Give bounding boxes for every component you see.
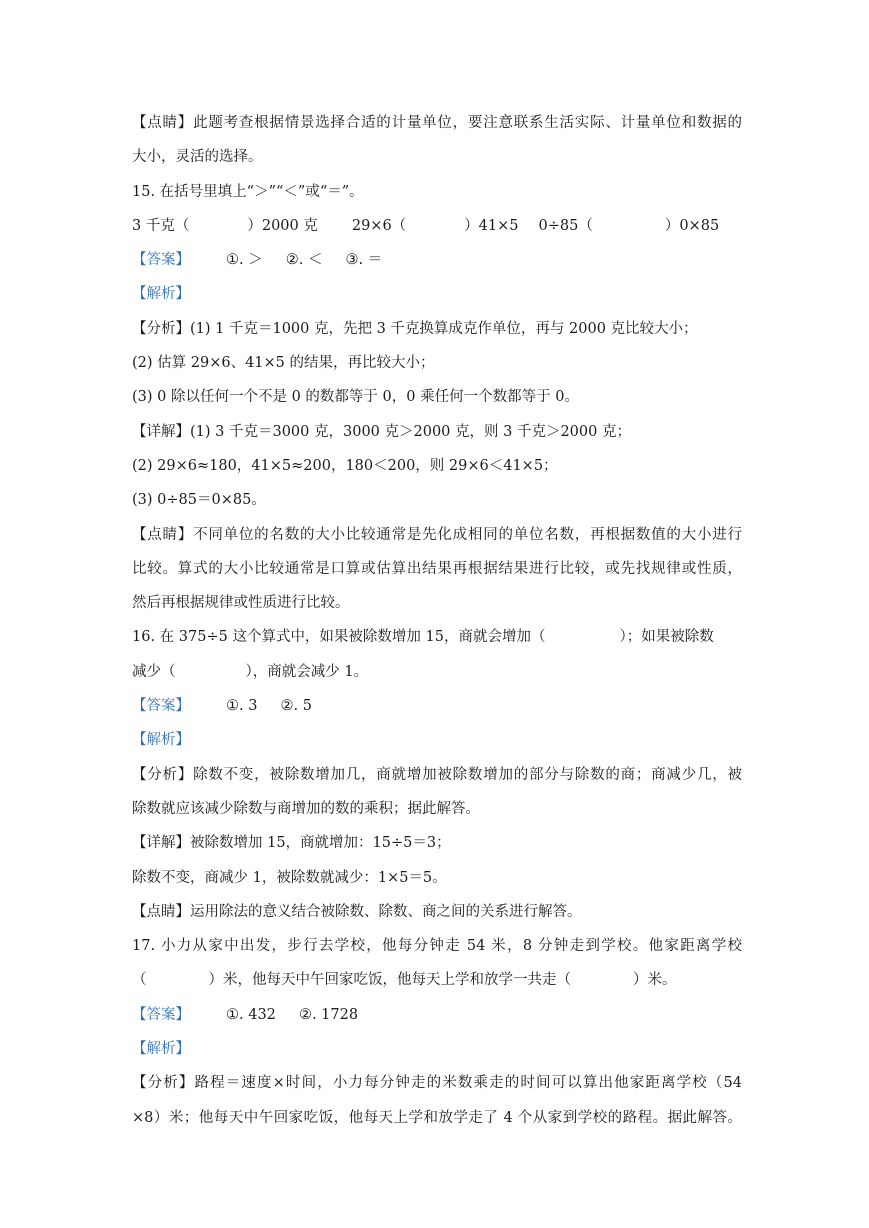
question-17-line-1: 17. 小力从家中出发，步行去学校，他每分钟走 54 米，8 分钟走到学校。他家距离学校 xyxy=(132,938,742,955)
blank-prefix: （ xyxy=(132,972,147,989)
answer-line xyxy=(132,998,742,1032)
question-16-line-2 xyxy=(132,655,742,689)
paragraph-line: 【详解】(1) 3 千克＝3000 克，3000 克＞2000 克，则 3 千克＞2000 克； xyxy=(132,423,631,440)
paragraph-line: 大小，灵活的选择。 xyxy=(132,149,263,166)
paragraph-line: 除数就应该减少除数与商增加的数的乘积；据此解答。 xyxy=(132,800,480,817)
blank-prefix: 减少（ xyxy=(132,663,176,680)
blank-prefix: 29×6（ xyxy=(351,217,407,234)
document-page xyxy=(132,106,742,1135)
answer-tag: 【答案】 xyxy=(132,252,190,269)
paragraph-line: 比较。算式的大小比较通常是口算或估算出结果再根据结果进行比较，或先找规律或性质， xyxy=(132,560,742,577)
answer-text: ①. 3 ②. 5 xyxy=(226,698,312,715)
question-15-blanks xyxy=(132,209,742,243)
paragraph-line: 除数不变，商减少 1，被除数就减少：1×5＝5。 xyxy=(132,869,447,886)
answer-line xyxy=(132,689,742,723)
blank-prefix: 0÷85（ xyxy=(538,217,593,234)
question-15-title: 15. 在括号里填上“＞”“＜”或“＝”。 xyxy=(132,183,364,200)
question-16-line-1 xyxy=(132,620,742,654)
blank-suffix: ）0×85 xyxy=(664,217,720,234)
analysis-tag: 【解析】 xyxy=(132,1041,190,1058)
paragraph-line: 【分析】除数不变，被除数增加几，商就增加被除数增加的部分与除数的商；商减少几，被 xyxy=(132,766,742,783)
paragraph-line: (2) 29×6≈180，41×5≈200，180＜200，则 29×6＜41×5； xyxy=(132,457,558,474)
blank-suffix: ）2000 克 xyxy=(247,217,318,234)
paragraph-line: 【分析】路程＝速度×时间，小力每分钟走的米数乘走的时间可以算出他家距离学校（54 xyxy=(132,1075,742,1092)
paragraph-line: 【点睛】不同单位的名数的大小比较通常是先化成相同的单位名数，再根据数值的大小进行 xyxy=(132,526,742,543)
blank-middle: ）米，他每天中午回家吃饭，他每天上学和放学一共走（ xyxy=(208,972,571,989)
paragraph-line: (3) 0 除以任何一个不是 0 的数都等于 0，0 乘任何一个数都等于 0。 xyxy=(132,389,579,406)
answer-text: ①. ＞ ②. ＜ ③. ＝ xyxy=(226,252,383,269)
paragraph-line: 【分析】(1) 1 千克＝1000 克，先把 3 千克换算成克作单位，再与 2000 克比较大小； xyxy=(132,320,698,337)
paragraph-line: ×8）米；他每天中午回家吃饭，他每天上学和放学走了 4 个从家到学校的路程。据此解答。 xyxy=(132,1109,742,1126)
paragraph-line: (2) 估算 29×6、41×5 的结果，再比较大小； xyxy=(132,355,435,372)
blank-suffix: ）41×5 xyxy=(464,217,519,234)
answer-line xyxy=(132,243,742,277)
question-17-line-2 xyxy=(132,963,742,997)
paragraph-line: 【点睛】运用除法的意义结合被除数、除数、商之间的关系进行解答。 xyxy=(132,903,582,920)
answer-text: ①. 432 ②. 1728 xyxy=(226,1006,359,1023)
analysis-tag: 【解析】 xyxy=(132,286,190,303)
answer-tag: 【答案】 xyxy=(132,1006,190,1023)
blank-suffix: ）；如果被除数 xyxy=(619,629,714,646)
blank-prefix: 16. 在 375÷5 这个算式中，如果被除数增加 15，商就会增加（ xyxy=(132,629,546,646)
answer-tag: 【答案】 xyxy=(132,698,190,715)
analysis-tag: 【解析】 xyxy=(132,732,190,749)
paragraph-line: (3) 0÷85＝0×85。 xyxy=(132,492,266,509)
blank-suffix: ）米。 xyxy=(633,972,677,989)
blank-prefix: 3 千克（ xyxy=(132,217,190,234)
paragraph-line: 【详解】被除数增加 15，商就增加：15÷5＝3； xyxy=(132,835,451,852)
blank-suffix: ），商就会减少 1。 xyxy=(245,663,369,680)
paragraph-line: 然后再根据规律或性质进行比较。 xyxy=(132,595,350,612)
paragraph-line: 【点睛】此题考查根据情景选择合适的计量单位，要注意联系生活实际、计量单位和数据的 xyxy=(132,115,742,131)
